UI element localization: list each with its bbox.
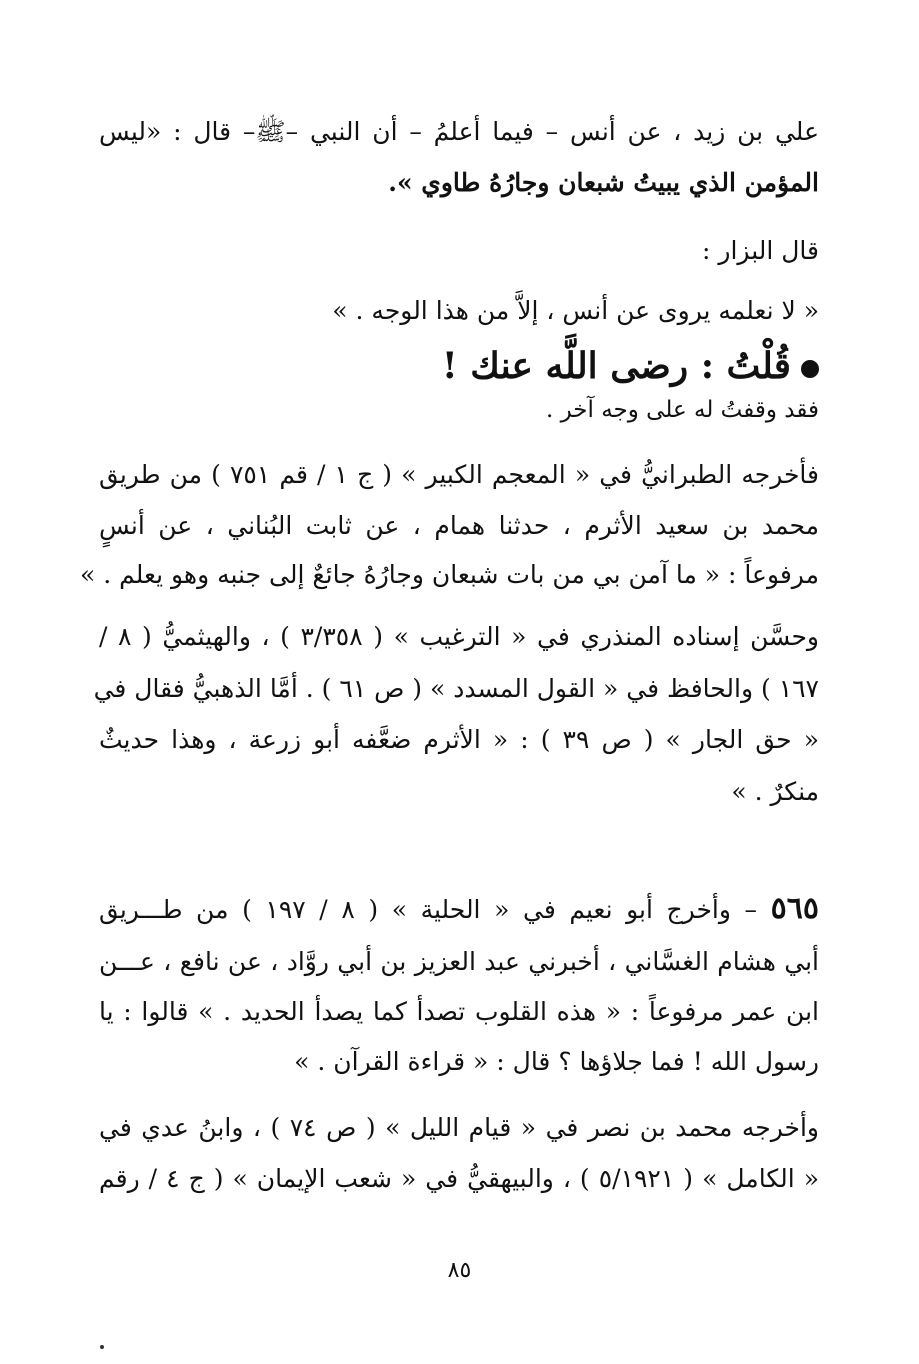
text-line: وحسَّن إسناده المنذري في « الترغيب » ( ٣/٣٥٨ ) ، والهيثميُّ ( ٨ / [99, 622, 819, 651]
section-heading [99, 344, 819, 388]
text-line: مرفوعاً : « ما آمن بي من بات شبعان وجارُهُ جائعٌ إلى جنبه وهو يعلم . » [79, 560, 819, 589]
text-line: وأخرجه محمد بن نصر في « قيام الليل » ( ص ٧٤ ) ، وابنُ عدي في [99, 1113, 820, 1142]
text-line: « حق الجار » ( ص ٣٩ ) : « الأثرم ضعَّفه أبو زرعة ، وهذا حديثٌ [99, 725, 819, 754]
text-line: قال البزار : [702, 236, 819, 265]
text-line: رسول الله ! فما جلاؤها ؟ قال : « قراءة القرآن . » [294, 1047, 819, 1076]
text-line: ١٦٧ ) والحافظ في « القول المسدد » ( ص ٦١ ) . أمَّا الذهبيُّ فقال في [93, 674, 819, 703]
entry-text: – وأخرج أبو نعيم في « الحلية » ( ٨ / ١٩٧ ) من طـــريق [99, 895, 758, 924]
text-line: ابن عمر مرفوعاً : « هذه القلوب تصدأ كما يصدأ الحديد . » قالوا : يا [99, 997, 819, 1026]
heading-text: قُلْتُ : رضى اللَّه عنك ! [441, 345, 791, 387]
page-number: ٨٥ [447, 1258, 472, 1283]
bullet-icon [801, 360, 819, 378]
entry-first-line [99, 892, 819, 927]
text-line: أبي هشام الغسَّاني ، أخبرني عبد العزيز بن أبي روَّاد ، عن نافع ، عـــن [99, 947, 819, 976]
text-line: المؤمن الذي يبيتُ شبعان وجارُهُ طاوي ». [388, 168, 819, 197]
entry-number: ٥٦٥ [770, 891, 819, 926]
text-line: محمد بن سعيد الأثرم ، حدثنا همام ، عن ثابت البُناني ، عن أنسٍ [99, 511, 819, 540]
text-line: منكرٌ . » [731, 777, 819, 806]
text-line: فقد وقفتُ له على وجه آخر . [545, 397, 819, 423]
speck [100, 1345, 104, 1349]
text-line: « لا نعلمه يروى عن أنس ، إلاَّ من هذا الوجه . » [332, 296, 819, 325]
text-line: « الكامل » ( ٥/١٩٢١ ) ، والبيهقيُّ في « شعب الإيمان » ( ج ٤ / رقم [99, 1164, 819, 1193]
text-line: فأخرجه الطبرانيُّ في « المعجم الكبير » ( ج ١ / قم ٧٥١ ) من طريق [99, 460, 820, 489]
text-line: علي بن زيد ، عن أنس – فيما أعلمُ – أن النبي –ﷺ– قال : «ليس [99, 117, 819, 146]
